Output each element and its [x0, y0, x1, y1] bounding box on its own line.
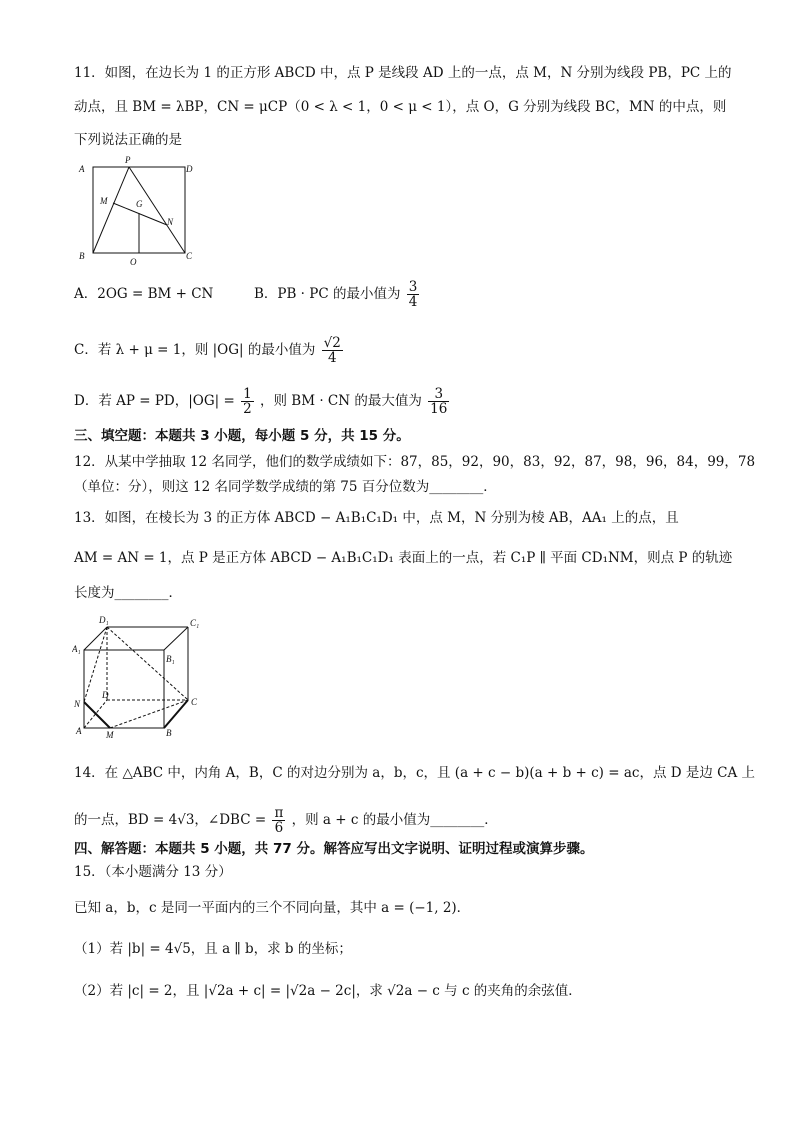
square-figure [76, 155, 194, 270]
label-d: D [186, 164, 193, 174]
fraction: $\frac{√2}{4}$ [323, 335, 341, 366]
q12-line1: 12．从某中学抽取 12 名同学，他们的数学成绩如下：87，85，92，90，83，92，87，98，96，84，99，78 [74, 454, 756, 470]
fraction: $\frac{\pi}{6}$ [274, 805, 284, 836]
label-c1: C₁ [190, 618, 200, 628]
q15-line1: 已知 a，b，c 是同一平面内的三个不同向量，其中 a = (−1, 2)． [74, 900, 471, 916]
fraction: $\frac{3}{4}$ [408, 279, 418, 310]
label-n: N [74, 699, 81, 709]
option-b: B．PB · PC 的最小值为 [253, 286, 401, 302]
label-n: N [167, 217, 174, 227]
q15-head: 15．（本小题满分 13 分） [74, 864, 232, 880]
label-a: A [76, 726, 82, 736]
label-p: P [125, 155, 131, 165]
q13-line3: 长度为________． [74, 585, 182, 601]
cube-figure [72, 612, 208, 740]
q11-options-ab [74, 280, 421, 309]
label-b: B [79, 251, 85, 261]
label-m: M [106, 730, 114, 740]
label-d: D [102, 690, 109, 700]
q11-option-d: D．若 AP = PD，|OG| = $\frac{1}{2}$ ，则 BM · CN 的最大值为 $\frac{3}{16}$ [74, 386, 448, 417]
q11-line2: 动点，且 BM = λBP，CN = μCP（0 < λ < 1，0 < μ < 1），点 O，G 分别为线段 BC，MN 的中点，则 [74, 99, 727, 115]
label-d1: D₁ [99, 615, 109, 625]
fraction: $\frac{3}{16}$ [430, 386, 448, 417]
q14-line1: 14．在 △ABC 中，内角 A，B，C 的对边分别为 a，b，c，且 (a + c − b)(a + b + c) = ac，点 D 是边 CA 上 [74, 765, 756, 781]
section-3-heading: 三、填空题：本题共 3 小题，每小题 5 分，共 15 分。 [74, 428, 410, 444]
label-a: A [79, 164, 85, 174]
label-a1: A₁ [72, 644, 81, 654]
label-m: M [100, 196, 108, 206]
q13-line2: AM = AN = 1，点 P 是正方体 ABCD − A₁B₁C₁D₁ 表面上的一点，若 C₁P ∥ 平面 CD₁NM，则点 P 的轨迹 [74, 550, 733, 566]
q11-line3: 下列说法正确的是 [74, 132, 182, 148]
q15-part1: （1）若 |b| = 4√5，且 a ∥ b，求 b 的坐标； [74, 941, 352, 957]
label-c: C [191, 697, 198, 707]
q15-part2: （2）若 |c| = 2，且 |√2a + c| = |√2a − 2c|，求 √2a − c 与 c 的夹角的余弦值． [74, 983, 582, 999]
q11-line1: 11．如图，在边长为 1 的正方形 ABCD 中，点 P 是线段 AD 上的一点，点 M，N 分别为线段 PB，PC 上的 [74, 65, 732, 81]
q13-line1: 13．如图，在棱长为 3 的正方体 ABCD − A₁B₁C₁D₁ 中，点 M，N 分别为棱 AB，AA₁ 上的点，且 [74, 510, 679, 526]
label-b1: B₁ [166, 654, 175, 664]
fraction: $\frac{1}{2}$ [243, 386, 252, 417]
label-o: O [130, 257, 137, 267]
option-a: A．2OG = BM + CN [74, 286, 214, 302]
label-g: G [136, 199, 143, 209]
q12-line2: （单位：分），则这 12 名同学数学成绩的第 75 百分位数为________． [74, 479, 497, 495]
q11-option-c: C．若 λ + μ = 1，则 |OG| 的最小值为 $\frac{√2}{4}$ [74, 335, 341, 366]
q14-line2: 的一点，BD = 4√3，∠DBC = $\frac{\pi}{6}$ ，则 a + c 的最小值为________． [74, 805, 498, 836]
section-4-heading: 四、解答题：本题共 5 小题，共 77 分。解答应写出文字说明、证明过程或演算步骤。 [74, 841, 594, 857]
label-b: B [166, 728, 172, 738]
label-c: C [186, 251, 193, 261]
